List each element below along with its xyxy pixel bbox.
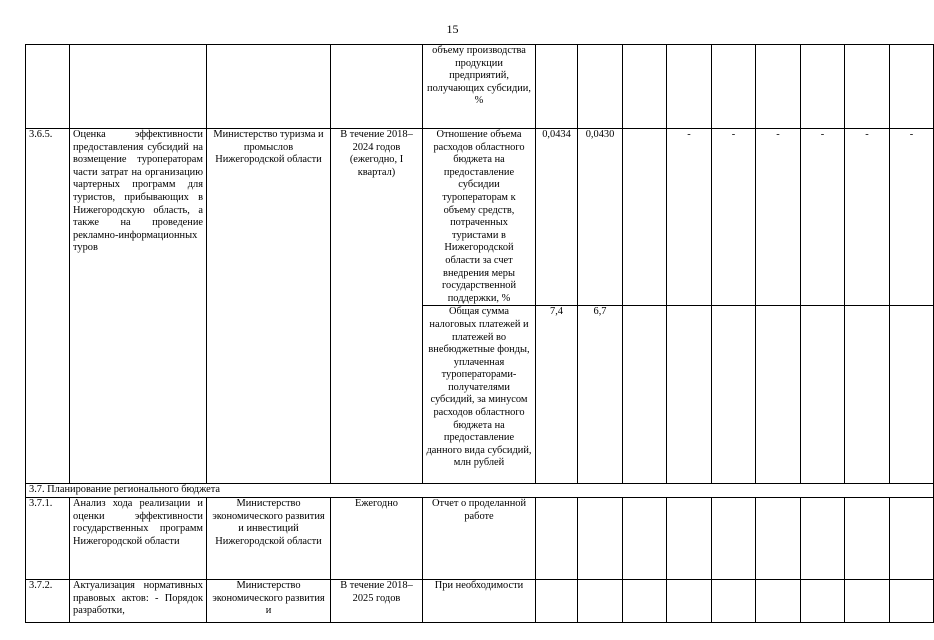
term: Ежегодно [331, 497, 423, 579]
indicator-cell: Отчет о проделанной работе [423, 497, 536, 579]
dash-cell: - [801, 129, 845, 306]
measure-name: Анализ хода реализации и оценки эффективности государственных программ Нижегородской области [70, 497, 207, 579]
row-number: 3.7.1. [26, 497, 70, 579]
measure-name: Оценка эффективности предоставления субсидий на возмещение туроператорам части затрат на организацию чартерных программ для туристов, прибывающих в Нижегородскую область, а также на проведение рекламно-информационных туров [70, 129, 207, 484]
term: В течение 2018–2024 годов (ежегодно, I квартал) [331, 129, 423, 484]
row-number: 3.7.2. [26, 579, 70, 622]
table-row-3-7-1 [26, 497, 934, 579]
indicator-cell: Отношение объема расходов областного бюджета на предоставление субсидии туроператорам к объему средств, потраченных туристами в Нижегородской области за счет внедрения меры государственной поддержки, % [423, 129, 536, 306]
page-number: 15 [446, 22, 459, 36]
value-cell: 0,0430 [578, 129, 623, 306]
executor: Министерство экономического развития и [207, 579, 331, 622]
indicator-cell: объему производства продукции предприятий, получающих субсидии, % [423, 45, 536, 129]
value-cell: 7,4 [536, 306, 578, 484]
table-row-3-6-5 [26, 129, 934, 306]
indicator-cell: Общая сумма налоговых платежей и платежей во внебюджетные фонды, уплаченная туроператорами-получателями субсидий, за минусом расходов областного бюджета на предоставление данного вида субсидий, млн рублей [423, 306, 536, 484]
term: В течение 2018–2025 годов [331, 579, 423, 622]
measure-name: Актуализация нормативных правовых актов: - Порядок разработки, [70, 579, 207, 622]
executor: Министерство экономического развития и инвестиций Нижегородской области [207, 497, 331, 579]
table-row-continuation [26, 45, 934, 129]
dash-cell: - [756, 129, 801, 306]
dash-cell: - [845, 129, 890, 306]
dash-cell: - [890, 129, 934, 306]
row-number: 3.6.5. [26, 129, 70, 484]
section-heading-row [26, 484, 934, 498]
dash-cell: - [712, 129, 756, 306]
value-cell: 6,7 [578, 306, 623, 484]
dash-cell: - [667, 129, 712, 306]
value-cell: 0,0434 [536, 129, 578, 306]
plan-table [25, 44, 934, 623]
table-row-3-7-2 [26, 579, 934, 622]
indicator-cell: При необходимости [423, 579, 536, 622]
executor: Министерство туризма и промыслов Нижегородской области [207, 129, 331, 484]
section-heading: 3.7. Планирование регионального бюджета [26, 484, 934, 498]
